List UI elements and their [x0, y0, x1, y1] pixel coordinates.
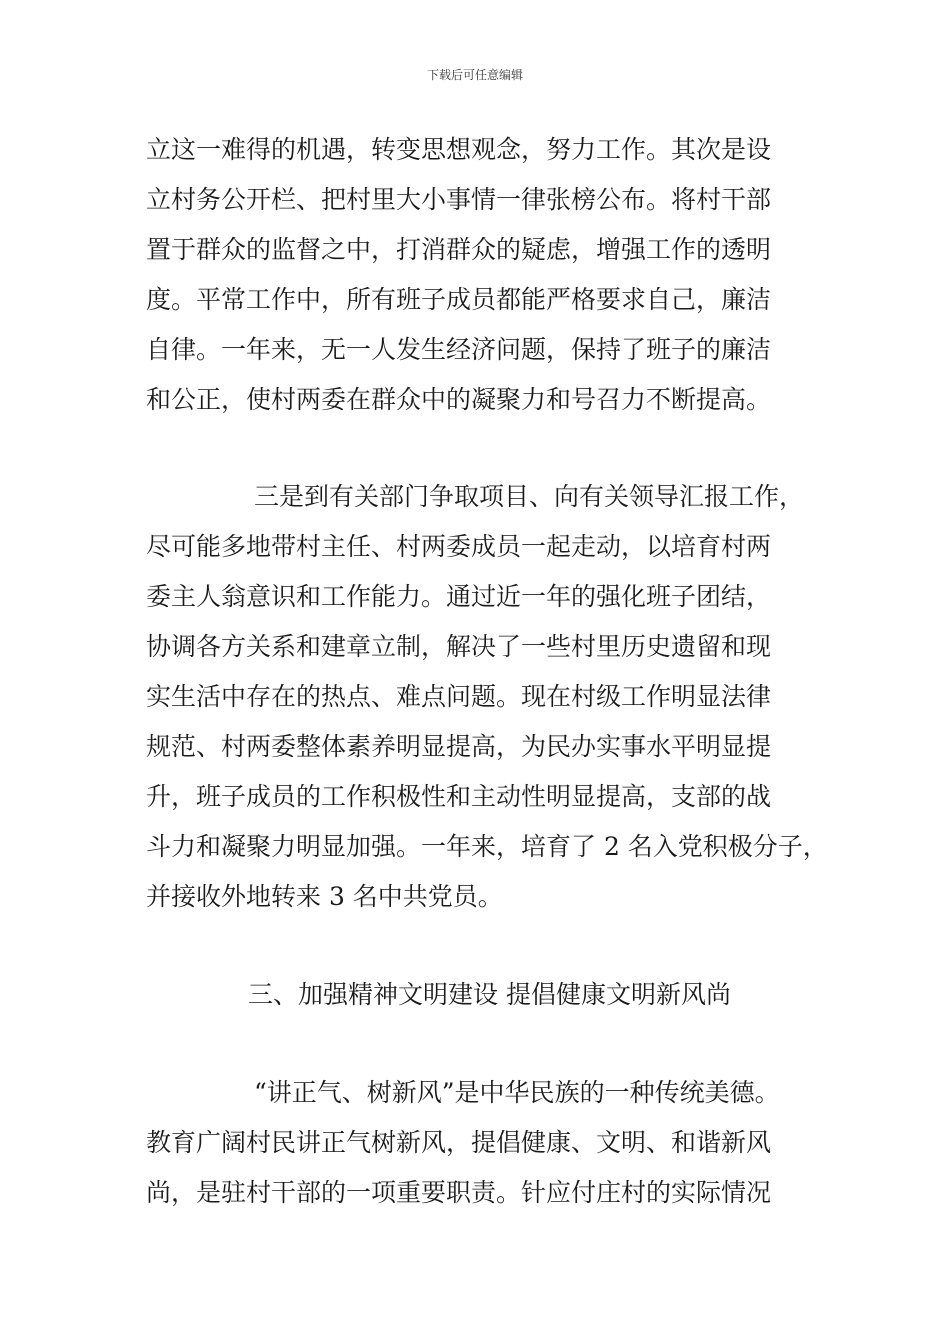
body-line: 和公正，使村两委在群众中的凝聚力和号召力不断提高。 [146, 385, 772, 414]
body-line: 度。平常工作中，所有班子成员都能严格要求自己，廉洁 [146, 285, 772, 314]
body-line: 升，班子成员的工作积极性和主动性明显提高，支部的战 [146, 782, 772, 811]
body-line: 尽可能多地带村主任、村两委成员一起走动，以培育村两 [146, 532, 772, 561]
body-line: 置于群众的监督之中，打消群众的疑虑，增强工作的透明 [146, 235, 772, 264]
body-line: 自律。一年来，无一人发生经济问题，保持了班子的廉洁 [146, 335, 772, 364]
body-line: 立这一难得的机遇，转变思想观念，努力工作。其次是设 [146, 135, 772, 164]
section-heading: 三、加强精神文明建设 提倡健康文明新风尚 [248, 980, 731, 1009]
body-line: 委主人翁意识和工作能力。通过近一年的强化班子团结， [146, 582, 772, 611]
body-line: 教育广阔村民讲正气树新风，提倡健康、文明、和谐新风 [146, 1128, 772, 1157]
body-line: 协调各方关系和建章立制，解决了一些村里历史遗留和现 [146, 632, 772, 661]
page-header: 下载后可任意编辑 [426, 68, 523, 82]
body-line: 并接收外地转来 3 名中共党员。 [146, 882, 503, 911]
body-line: 规范、村两委整体素养明显提高，为民办实事水平明显提 [146, 732, 772, 761]
body-line: “讲正气、树新风”是中华民族的一种传统美德。 [254, 1078, 780, 1107]
body-line: 尚，是驻村干部的一项重要职责。针应付庄村的实际情况 [146, 1178, 772, 1207]
body-line: 实生活中存在的热点、难点问题。现在村级工作明显法律 [146, 682, 772, 711]
body-line: 三是到有关部门争取项目、向有关领导汇报工作， [254, 482, 805, 511]
body-line: 立村务公开栏、把村里大小事情一律张榜公布。将村干部 [146, 185, 772, 214]
body-line: 斗力和凝聚力明显加强。一年来，培育了 2 名入党积极分子， [146, 832, 828, 861]
